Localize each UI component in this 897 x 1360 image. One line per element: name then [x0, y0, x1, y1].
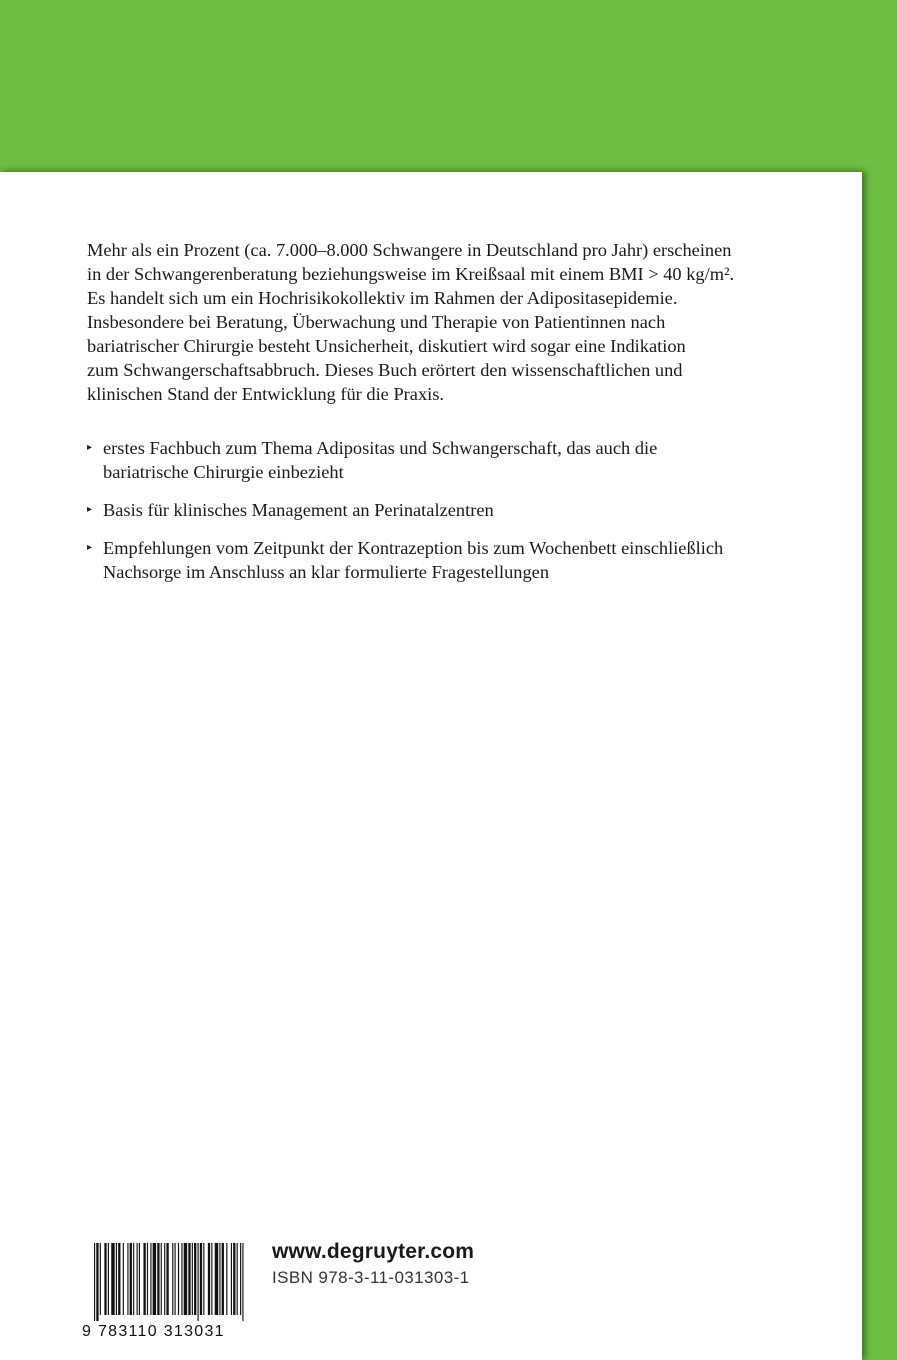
barcode-bar [184, 1243, 187, 1315]
feature-text: Basis für klinisches Management an Perinatalzentren [103, 500, 494, 520]
publisher-website[interactable]: www.degruyter.com [272, 1240, 475, 1263]
barcode-bar [116, 1243, 117, 1315]
feature-text: Empfehlungen vom Zeitpunkt der Kontrazeption bis zum Wochenbett einschließlich [103, 538, 724, 558]
barcode-bar [233, 1243, 235, 1315]
feature-item [87, 436, 827, 484]
barcode-bar [203, 1243, 204, 1315]
feature-item [87, 536, 827, 584]
description-line: Es handelt sich um ein Hochrisikokollektiv im Rahmen der Adipositasepidemie. [87, 288, 678, 308]
barcode-bar [226, 1243, 227, 1315]
barcode-digits: 9 783110 313031 [82, 1323, 225, 1340]
barcode-bar [161, 1243, 162, 1315]
barcode-bar [219, 1243, 220, 1315]
description-line: Mehr als ein Prozent (ca. 7.000–8.000 Schwangere in Deutschland pro Jahr) erscheinen [87, 240, 732, 260]
barcode-bar [211, 1243, 212, 1315]
barcode-bar [104, 1243, 106, 1315]
barcode-bar [242, 1243, 243, 1321]
barcode-bar [240, 1243, 241, 1315]
barcode-bar [123, 1243, 124, 1315]
feature-text: Nachsorge im Anschluss an klar formulierte Fragestellungen [103, 562, 550, 582]
barcode-bar [130, 1243, 132, 1315]
barcode-bar [143, 1243, 145, 1315]
triangle-bullet-icon: ▸ [87, 542, 93, 553]
barcode-bar [100, 1243, 101, 1315]
description-line: in der Schwangerenberatung beziehungsweise im Kreißsaal mit einem BMI > 40 kg/m². [87, 264, 735, 284]
triangle-bullet-icon: ▸ [87, 504, 93, 515]
description-line: zum Schwangerschaftsabbruch. Dieses Buch erörtert den wissenschaftlichen und [87, 360, 683, 380]
isbn-barcode [82, 1243, 252, 1345]
barcode-bar [108, 1243, 109, 1315]
description-line: bariatrischer Chirurgie besteht Unsicherheit, diskutiert wird sogar eine Indikation [87, 336, 686, 356]
barcode-bar [198, 1243, 199, 1321]
barcode-bar [153, 1243, 156, 1315]
barcode-bar [118, 1243, 120, 1315]
barcode-bar [231, 1243, 232, 1315]
feature-item [87, 498, 827, 522]
barcode-bars [82, 1243, 252, 1321]
barcode-bar [137, 1243, 138, 1315]
isbn-number: ISBN 978-3-11-031303-1 [272, 1268, 470, 1287]
feature-list [87, 436, 827, 598]
barcode-bar [166, 1243, 168, 1315]
barcode-bar [178, 1243, 179, 1315]
description-line: Insbesondere bei Beratung, Überwachung und Therapie von Patientinnen nach [87, 312, 666, 332]
barcode-bar [237, 1243, 238, 1315]
barcode-bar [150, 1243, 151, 1315]
barcode-bar [222, 1243, 224, 1315]
barcode-bar [111, 1243, 114, 1315]
barcode-bar [133, 1243, 134, 1315]
barcode-bar [188, 1243, 190, 1315]
description-line: klinischen Stand der Entwicklung für die Praxis. [87, 384, 445, 404]
barcode-bar [127, 1243, 128, 1315]
triangle-bullet-icon: ▸ [87, 442, 93, 453]
barcode-bar [94, 1243, 95, 1321]
description-paragraph [87, 238, 807, 406]
barcode-bar [96, 1243, 98, 1321]
barcode-bar [208, 1243, 210, 1315]
barcode-bar [172, 1243, 173, 1315]
barcode-bar [181, 1243, 182, 1315]
feature-text: bariatrische Chirurgie einbezieht [103, 462, 344, 482]
barcode-bar [139, 1243, 140, 1315]
barcode-bar [192, 1243, 193, 1315]
barcode-bar [200, 1243, 202, 1315]
barcode-bar [215, 1243, 218, 1315]
top-green-band [0, 0, 897, 172]
feature-text: erstes Fachbuch zum Thema Adipositas und Schwangerschaft, das auch die [103, 438, 658, 458]
barcode-bar [157, 1243, 159, 1315]
barcode-bar [194, 1243, 196, 1315]
barcode-bar [164, 1243, 165, 1315]
barcode-bar [175, 1243, 176, 1315]
barcode-bar [147, 1243, 148, 1315]
